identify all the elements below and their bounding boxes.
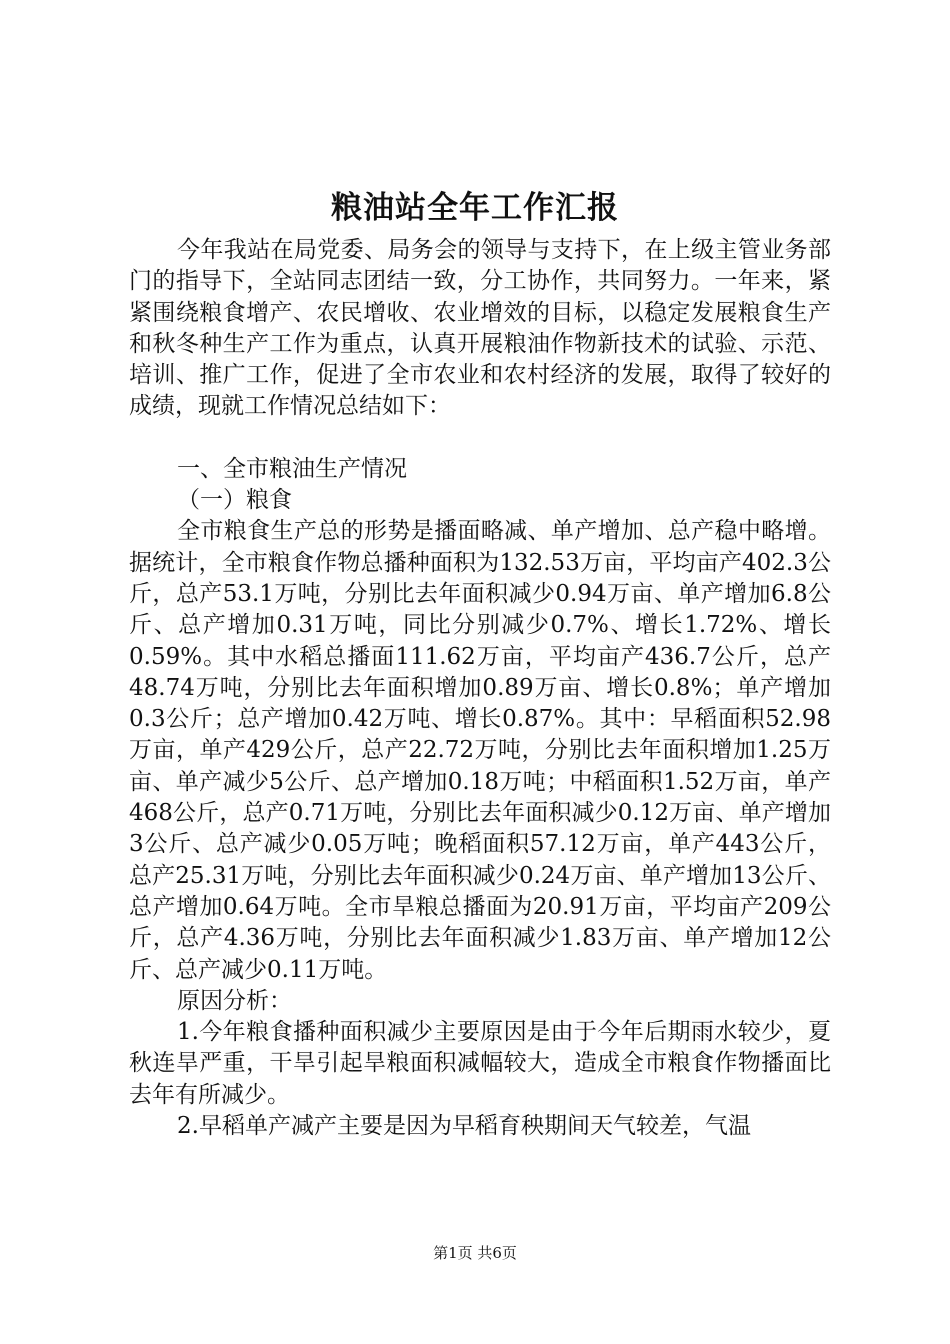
subsection-heading: （一）粮食 (177, 487, 292, 514)
reason-item-1: 1.今年粮食播种面积减少主要原因是由于今年后期雨水较少，夏秋连旱严重，干旱引起旱粮面积减幅较大，造成全市粮食作物播面比去年有所减少。 (129, 1019, 831, 1108)
document-title: 粮油站全年工作汇报 (331, 190, 619, 226)
document-body (129, 235, 831, 1142)
reason-heading: 原因分析： (177, 987, 292, 1014)
paragraph-spacer (129, 423, 831, 454)
page-footer: 第1页 共6页 (433, 1244, 517, 1262)
grain-paragraph: 全市粮食生产总的形势是播面略减、单产增加、总产稳中略增。据统计，全市粮食作物总播种面积为132.53万亩，平均亩产402.3公斤，总产53.1万吨，分别比去年面积减少0.94万亩、单产增加6.8公斤、总产增加0.31万吨，同比分别减少0.7%、增长1.72%、增长0.59%。其中水稻总播面111.62万亩，平均亩产436.7公斤，总产48.74万吨，分别比去年面积增加0.89万亩、增长0.8%；单产增加0.3公斤；总产增加0.42万吨、增长0.87%。其中：早稻面积52.98万亩，单产429公斤，总产22.72万吨，分别比去年面积增加1.25万亩、单产减少5公斤、总产增加0.18万吨；中稻面积1.52万亩，单产468公斤，总产0.71万吨，分别比去年面积减少0.12万亩、单产增加3公斤、总产减少0.05万吨；晚稻面积57.12万亩，单产443公斤，总产25.31万吨，分别比去年面积减少0.24万亩、单产增加13公斤、总产增加0.64万吨。全市旱粮总播面为20.91万亩，平均亩产209公斤，总产4.36万吨，分别比去年面积减少1.83万亩、单产增加12公斤、总产减少0.11万吨。 (129, 518, 831, 983)
intro-paragraph: 今年我站在局党委、局务会的领导与支持下，在上级主管业务部门的指导下，全站同志团结一致，分工协作，共同努力。一年来，紧紧围绕粮食增产、农民增收、农业增效的目标，以稳定发展粮食生产和秋冬种生产工作为重点，认真开展粮油作物新技术的试验、示范、培训、推广工作，促进了全市农业和农村经济的发展，取得了较好的成绩，现就工作情况总结如下： (129, 237, 831, 420)
reason-item-2: 2.早稻单产减产主要是因为早稻育秧期间天气较差，气温 (177, 1113, 751, 1140)
section-heading: 一、全市粮油生产情况 (177, 455, 407, 482)
